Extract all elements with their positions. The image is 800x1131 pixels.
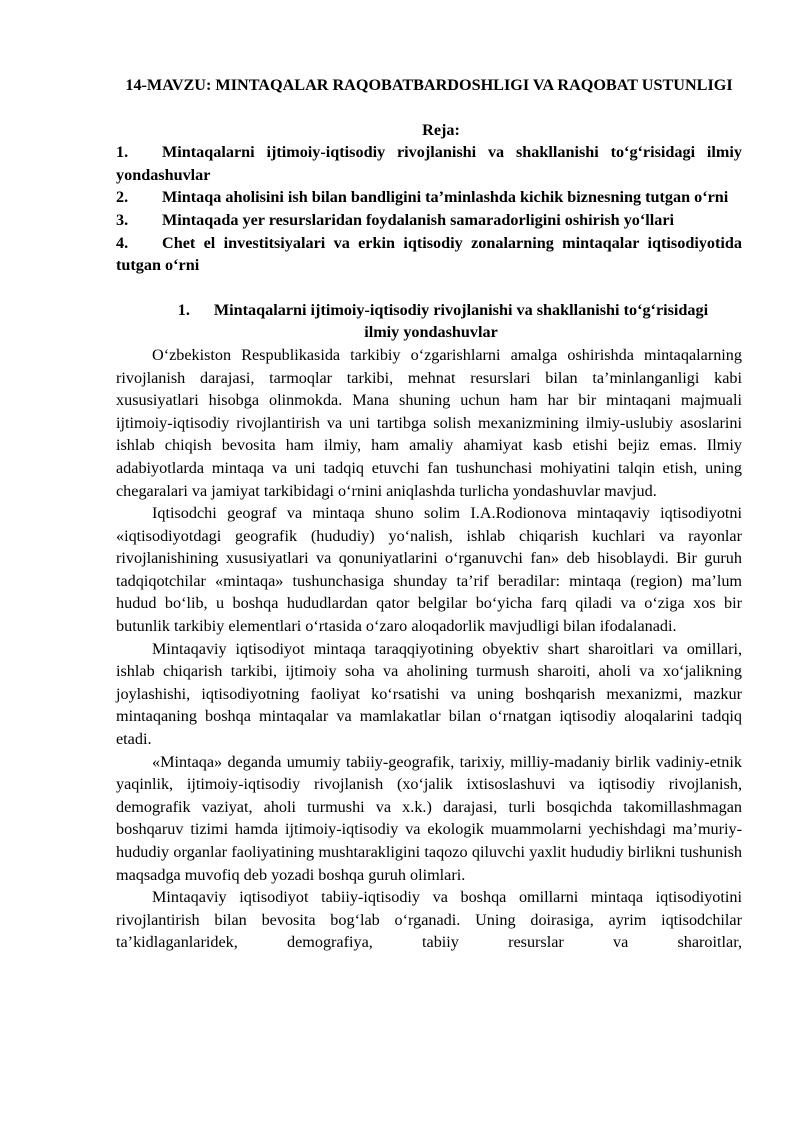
body-paragraph: O‘zbekiston Respublikasida tarkibiy o‘zgarishlarni amalga oshirishda mintaqalarning rivojlanish darajasi, tarmoqlar tarkibi, mehnat resurslari bilan ta’minlanganligi kabi xususiyatlari hisobga olinmokda. Mana shuning uchun ham har bir mintaqani majmuali ijtimoiy-iqtisodiy rivojlantirish va uni tartibga solish mexanizmining ilmiy-uslubiy asoslarini ishlab chiqish bevosita ham ilmiy, ham amaliy ahamiyat kasb etishi bejiz emas. Ilmiy adabiyotlarda mintaqa va uni tadqiq etuvchi fan tushunchasi mohiyatini talqin etish, uning chegaralari va jamiyat tarkibidagi o‘rnini aniqlashda turlicha yondashuvlar mavjud. xyxy=(116,345,742,500)
plan-item-number: 2. xyxy=(116,188,129,207)
section-heading xyxy=(116,299,742,344)
plan-item xyxy=(116,141,742,186)
plan-item xyxy=(116,232,742,277)
plan-heading: Reja: xyxy=(422,120,460,139)
plan-item-text: Mintaqa aholisini ish bilan bandligini ta’minlashda kichik biznesning tutgan o‘rni xyxy=(162,188,729,207)
plan-item-text: Mintaqalarni ijtimoiy-iqtisodiy rivojlanishi va shakllanishi to‘g‘risidagi ilmiy yondashuvlar xyxy=(116,143,742,184)
body-paragraph: «Mintaqa» deganda umumiy tabiiy-geografik, tarixiy, milliy-madaniy birlik vadiniy-etnik yaqinlik, ijtimoiy-iqtisodiy rivojlanish (xo‘jalik ixtisoslashuvi va iqtisodiy rivojlanish, demografik vaziyat, aholi turmushi va x.k.) darajasi, turli bosqichda takomillashmagan boshqaruv tizimi hamda ijtimoiy-iqtisodiy va ekologik muammolarni yechishdagi ma’muriy-hududiy organlar faoliyatining mushtarakligini taqozo qiluvchi yaxlit hududiy birlikni tushunish maqsadga muvofiq deb yozadi boshqa guruh olimlari. xyxy=(116,752,742,884)
plan-item-text: Chet el investitsiyalari va erkin iqtisodiy zonalarning mintaqalar iqtisodiyotida tutgan o‘rni xyxy=(116,233,742,275)
plan-item-number: 4. xyxy=(116,233,129,252)
plan-item-number: 3. xyxy=(116,210,129,229)
plan-item xyxy=(116,186,742,209)
document-page xyxy=(116,74,742,954)
body-paragraph: Mintaqaviy iqtisodiyot mintaqa taraqqiyotining obyektiv shart sharoitlari va omillari, ishlab chiqarish tarkibi, ijtimoiy soha va aholining turmush sharoiti, aholi va xo‘jalikning joylashishi, iqtisodiyotning faoliyat ko‘rsatishi va uning boshqarish mexanizmi, mazkur mintaqaning boshqa mintaqalar va mamlakatlar bilan o‘rnatgan iqtisodiy aloqalarini tadqiq etadi. xyxy=(116,639,742,749)
plan-item xyxy=(116,209,742,232)
document-title: 14-MAVZU: MINTAQALAR RAQOBATBARDOSHLIGI VA RAQOBAT USTUNLIGI xyxy=(125,76,733,94)
section-number: 1. xyxy=(177,300,190,319)
plan-item-text: Mintaqada yer resurslaridan foydalanish samaradorligini oshirish yo‘llari xyxy=(162,210,675,229)
plan-list xyxy=(116,141,742,277)
body-paragraph: Iqtisodchi geograf va mintaqa shuno solim I.A.Rodionova mintaqaviy iqtisodiyotni «iqtisodiyotdagi geografik (hududiy) yo‘nalish, ishlab chiqarish kuchlari va rayonlar rivojlanishining xususiyatlari va qonuniyatlarini o‘rganuvchi fan» deb hisoblaydi. Bir guruh tadqiqotchilar «mintaqa» tushunchasiga shunday ta’rif beradilar: mintaqa (region) ma’lum hudud bo‘lib, u boshqa hududlardan qator belgilar bo‘yicha farq qiladi va o‘ziga xos bir butunlik tarkibiy elementlari o‘rtasida o‘zaro aloqadorlik mavjudligi bilan ifodalanadi. xyxy=(116,504,742,636)
section-heading-text: Mintaqalarni ijtimoiy-iqtisodiy rivojlanishi va shakllanishi to‘g‘risidagi ilmiy yondashuvlar xyxy=(213,300,709,342)
plan-item-number: 1. xyxy=(116,143,129,162)
body-paragraph: Mintaqaviy iqtisodiyot tabiiy-iqtisodiy va boshqa omillarni mintaqa iqtisodiyotini rivojlantirish bilan bevosita bog‘lab o‘rganadi. Uning doirasiga, ayrim iqtisodchilar ta’kidlaganlaridek, demografiya, tabiiy resurslar va sharoitlar, xyxy=(116,888,742,952)
